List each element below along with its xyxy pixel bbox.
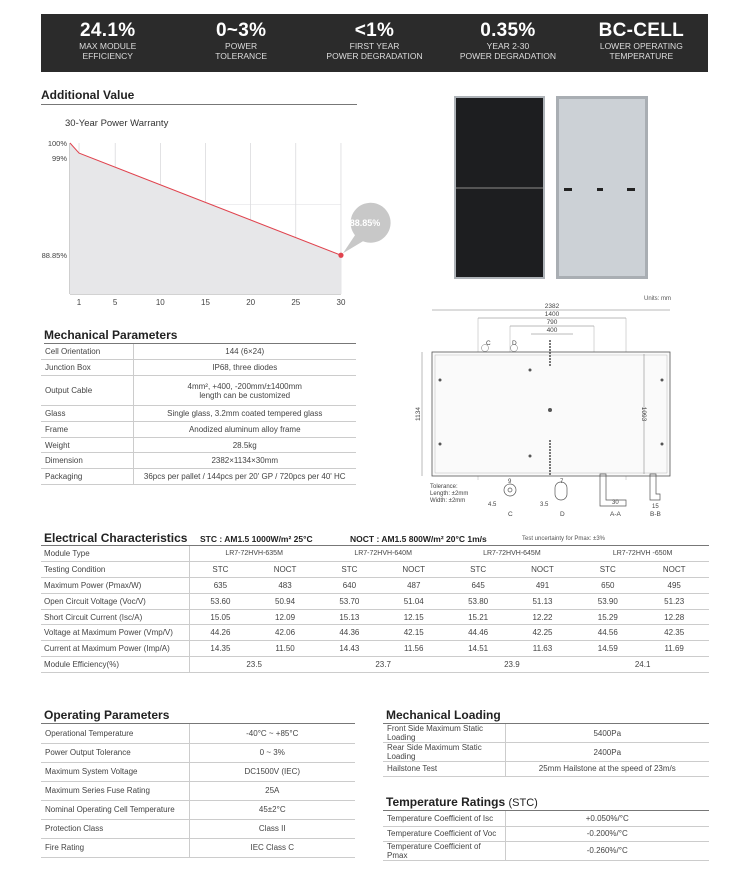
chart-y-ticks: [42, 139, 68, 260]
table-row: [41, 781, 355, 800]
junction-box-icon: [597, 188, 603, 191]
detail-c-label: 4.5: [488, 502, 497, 508]
row-label: Protection Class: [41, 819, 189, 838]
operating-params-title: Operating Parameters: [44, 708, 170, 722]
row-value: -0.200%/°C: [505, 826, 709, 841]
x-tick-label: 15: [201, 298, 210, 307]
cell: 14.43: [319, 641, 380, 657]
table-row: [41, 546, 709, 562]
section-aa: A-A: [610, 511, 621, 518]
stat-value: 0~3%: [215, 20, 267, 41]
x-tick-label: 1: [76, 298, 82, 307]
cell: 11.63: [509, 641, 577, 657]
row-value: DC1500V (IEC): [189, 762, 355, 781]
cell: 11.69: [639, 641, 709, 657]
row-label: Maximum Series Fuse Rating: [41, 781, 189, 800]
dim-1093: 1093: [640, 406, 647, 422]
cell: 53.80: [448, 593, 509, 609]
table-row: [41, 657, 709, 673]
row-value-line: 4mm², +400, -200mm/±1400mm: [187, 381, 302, 391]
row-label: Frame: [41, 421, 133, 437]
cell: 495: [639, 578, 709, 594]
panel-front-image: [454, 96, 545, 279]
row-value: IP68, three diodes: [133, 360, 356, 376]
cell: 42.35: [639, 625, 709, 641]
stat-label: POWER: [225, 41, 258, 51]
cell: 15.05: [189, 609, 251, 625]
cell: 42.15: [380, 625, 448, 641]
dim-790: 790: [546, 319, 558, 326]
stat-value: <1%: [354, 20, 395, 41]
row-label: Testing Condition: [41, 562, 189, 578]
table-row: [41, 743, 355, 762]
model-name: LR7-72HVH-645M: [448, 546, 577, 562]
row-label: Current at Maximum Power (Imp/A): [41, 641, 189, 657]
x-tick-label: 25: [291, 298, 301, 307]
chart-end-point: [338, 253, 343, 258]
row-label: Module Type: [41, 546, 189, 562]
panel-back-image: [556, 96, 648, 279]
table-row: [41, 819, 355, 838]
row-label: Front Side Maximum Static Loading: [383, 724, 505, 743]
cell: 15.13: [319, 609, 380, 625]
cell: 50.94: [251, 593, 318, 609]
row-value: 2400Pa: [505, 743, 709, 762]
row-label: Fire Rating: [41, 838, 189, 857]
cell: 23.9: [448, 657, 577, 673]
title-text: Temperature Ratings: [386, 795, 506, 809]
model-name: LR7-72HVH-640M: [319, 546, 448, 562]
table-row: [383, 811, 709, 826]
table-row: [41, 609, 709, 625]
row-value: 28.5kg: [133, 437, 356, 453]
chart-callout: [343, 203, 391, 253]
row-value: Class II: [189, 819, 355, 838]
junction-box-icon: [627, 188, 635, 191]
row-value: 144 (6×24): [133, 344, 356, 360]
row-value: +0.050%/°C: [505, 811, 709, 826]
cell: 42.06: [251, 625, 318, 641]
row-value: 36pcs per pallet / 144pcs per 20' GP / 720pcs per 40' HC: [133, 469, 356, 485]
noct-conditions: NOCT : AM1.5 800W/m² 20°C 1m/s: [350, 534, 487, 544]
temperature-ratings-table: [383, 811, 709, 861]
row-label: Nominal Operating Cell Temperature: [41, 800, 189, 819]
stat-annual-degradation: [441, 14, 574, 72]
table-row: [41, 360, 356, 376]
dim-2382: 2382: [544, 303, 560, 310]
row-label: Power Output Tolerance: [41, 743, 189, 762]
chart-x-ticks: [77, 298, 346, 307]
dim-1400: 1400: [544, 311, 560, 318]
column-noct: NOCT: [639, 562, 709, 578]
column-noct: NOCT: [251, 562, 318, 578]
electrical-title: Electrical Characteristics: [44, 531, 188, 545]
row-value: Single glass, 3.2mm coated tempered glass: [133, 406, 356, 422]
column-stc: STC: [319, 562, 380, 578]
row-label: Temperature Coefficient of Pmax: [383, 841, 505, 860]
cell: 650: [576, 578, 639, 594]
title-suffix: (STC): [508, 797, 538, 809]
cell: 44.56: [576, 625, 639, 641]
row-label: Module Efficiency(%): [41, 657, 189, 673]
row-label: Rear Side Maximum Static Loading: [383, 743, 505, 762]
row-value: -0.260%/°C: [505, 841, 709, 860]
cell: 42.25: [509, 625, 577, 641]
detail-aa-label: 30: [612, 500, 619, 506]
stat-label: YEAR 2-30: [486, 41, 530, 51]
row-label: Hailstone Test: [383, 762, 505, 777]
cell: 51.23: [639, 593, 709, 609]
stat-value: BC-CELL: [598, 20, 685, 41]
table-row: [41, 625, 709, 641]
row-value: -40°C ~ +85°C: [189, 724, 355, 743]
row-label: Maximum System Voltage: [41, 762, 189, 781]
section-d: D: [560, 511, 565, 518]
cell: 12.15: [380, 609, 448, 625]
column-stc: STC: [576, 562, 639, 578]
stat-label: EFFICIENCY: [82, 51, 133, 61]
column-stc: STC: [448, 562, 509, 578]
table-row: [41, 562, 709, 578]
cell: 23.5: [189, 657, 319, 673]
section-c: C: [508, 511, 513, 518]
table-row: [41, 838, 355, 857]
stat-value: 24.1%: [80, 20, 136, 41]
cell: 53.60: [189, 593, 251, 609]
detail-bb-label: 15: [652, 504, 659, 510]
temperature-ratings-title: [386, 795, 538, 809]
row-label: Output Cable: [41, 376, 133, 406]
cell: 44.26: [189, 625, 251, 641]
cell: 487: [380, 578, 448, 594]
cell: 12.09: [251, 609, 318, 625]
table-row: [383, 743, 709, 762]
junction-box-icon: [564, 188, 572, 191]
tolerance-length: Length: ±2mm: [430, 491, 469, 497]
stat-label: MAX MODULE: [79, 41, 137, 51]
table-row: [41, 376, 356, 406]
cell: 645: [448, 578, 509, 594]
mechanical-loading-title: Mechanical Loading: [386, 708, 501, 722]
stat-label: FIRST YEAR: [349, 41, 400, 51]
cell: 24.1: [576, 657, 709, 673]
tolerance-width: Width: ±2mm: [430, 498, 466, 504]
row-label: Open Circuit Voltage (Voc/V): [41, 593, 189, 609]
additional-value-title: Additional Value: [41, 88, 135, 102]
row-value: 2382×1134×30mm: [133, 453, 356, 469]
row-label: Maximum Power (Pmax/W): [41, 578, 189, 594]
y-tick-label: 99%: [51, 154, 67, 164]
x-tick-label: 10: [155, 298, 165, 307]
stat-label: TEMPERATURE: [609, 51, 674, 61]
row-label: Cell Orientation: [41, 344, 133, 360]
detail-d-label: 3.5: [540, 502, 549, 508]
table-row: [383, 762, 709, 777]
test-uncertainty-note: Test uncertainty for Pmax: ±3%: [522, 536, 605, 542]
cell: 23.7: [319, 657, 448, 673]
cell: 635: [189, 578, 251, 594]
table-row: [41, 800, 355, 819]
cell: 44.36: [319, 625, 380, 641]
cell: 491: [509, 578, 577, 594]
table-row: [41, 578, 709, 594]
section-bb: B-B: [650, 511, 661, 518]
marker-d: D: [512, 340, 517, 347]
table-row: [41, 593, 709, 609]
cell: 51.13: [509, 593, 577, 609]
warranty-chart: [0, 0, 400, 320]
stat-label: LOWER OPERATING: [599, 41, 683, 51]
row-value: 25mm Hailstone at the speed of 23m/s: [505, 762, 709, 777]
cell: 51.04: [380, 593, 448, 609]
table-row: [41, 453, 356, 469]
row-value: 25A: [189, 781, 355, 800]
model-name: LR7-72HVH -650M: [576, 546, 709, 562]
stc-conditions: STC : AM1.5 1000W/m² 25°C: [200, 534, 313, 544]
cell: 15.21: [448, 609, 509, 625]
cell: 15.29: [576, 609, 639, 625]
row-value: IEC Class C: [189, 838, 355, 857]
table-row: [383, 826, 709, 841]
units-label: Units: mm: [644, 296, 671, 302]
cell: 12.22: [509, 609, 577, 625]
cell: 483: [251, 578, 318, 594]
tolerance-title: Tolerance:: [430, 484, 458, 490]
column-stc: STC: [189, 562, 251, 578]
table-row: [383, 841, 709, 860]
cell: 14.59: [576, 641, 639, 657]
warranty-title: 30-Year Power Warranty: [65, 118, 169, 129]
row-label: Junction Box: [41, 360, 133, 376]
x-tick-label: 5: [112, 298, 118, 307]
cell: 11.56: [380, 641, 448, 657]
cell: 14.51: [448, 641, 509, 657]
stat-value: 0.35%: [480, 20, 536, 41]
cell: 12.28: [639, 609, 709, 625]
row-value: 45±2°C: [189, 800, 355, 819]
cell: 14.35: [189, 641, 251, 657]
row-label: Weight: [41, 437, 133, 453]
callout-text: 88.85%: [349, 218, 381, 229]
operating-params-table: [41, 724, 355, 858]
table-row: [41, 344, 356, 360]
marker-c: C: [486, 340, 491, 347]
row-value: 0 ~ 3%: [189, 743, 355, 762]
table-row: [41, 406, 356, 422]
table-row: [41, 724, 355, 743]
row-label: Temperature Coefficient of Isc: [383, 811, 505, 826]
mechanical-params-title: Mechanical Parameters: [44, 328, 178, 342]
table-row: [41, 437, 356, 453]
dim-400: 400: [546, 327, 558, 334]
x-tick-label: 20: [246, 298, 256, 307]
model-name: LR7-72HVH-635M: [189, 546, 319, 562]
stat-label: POWER DEGRADATION: [459, 51, 557, 61]
table-row: [41, 421, 356, 437]
y-tick-label: 100%: [47, 139, 67, 148]
row-label: Glass: [41, 406, 133, 422]
row-value: [133, 376, 356, 406]
mechanical-params-table: [41, 344, 356, 485]
dim-1134: 1134: [415, 407, 422, 421]
x-tick-label: 30: [336, 298, 346, 307]
row-label: Packaging: [41, 469, 133, 485]
column-noct: NOCT: [509, 562, 577, 578]
cell: 53.90: [576, 593, 639, 609]
cell: 53.70: [319, 593, 380, 609]
row-value: Anodized aluminum alloy frame: [133, 421, 356, 437]
technical-drawing: [400, 290, 700, 520]
mechanical-loading-table: [383, 724, 709, 777]
table-row: [41, 469, 356, 485]
stat-label: POWER DEGRADATION: [326, 51, 423, 61]
table-row: [41, 762, 355, 781]
table-row: [41, 641, 709, 657]
row-label: Operational Temperature: [41, 724, 189, 743]
stat-bc-cell: [575, 14, 708, 72]
cell: 640: [319, 578, 380, 594]
row-value-line: length can be customized: [199, 390, 291, 400]
cell: 11.50: [251, 641, 318, 657]
row-label: Temperature Coefficient of Voc: [383, 826, 505, 841]
electrical-table: [41, 546, 709, 673]
row-label: Dimension: [41, 453, 133, 469]
row-label: Voltage at Maximum Power (Vmp/V): [41, 625, 189, 641]
y-tick-label: 88.85%: [41, 251, 67, 261]
row-value: 5400Pa: [505, 724, 709, 743]
row-label: Short Circuit Current (Isc/A): [41, 609, 189, 625]
table-row: [383, 724, 709, 743]
detail-c-label: 9: [508, 479, 512, 485]
detail-d-label: 7: [560, 479, 564, 485]
column-noct: NOCT: [380, 562, 448, 578]
stat-label: TOLERANCE: [215, 51, 268, 61]
cell: 44.46: [448, 625, 509, 641]
